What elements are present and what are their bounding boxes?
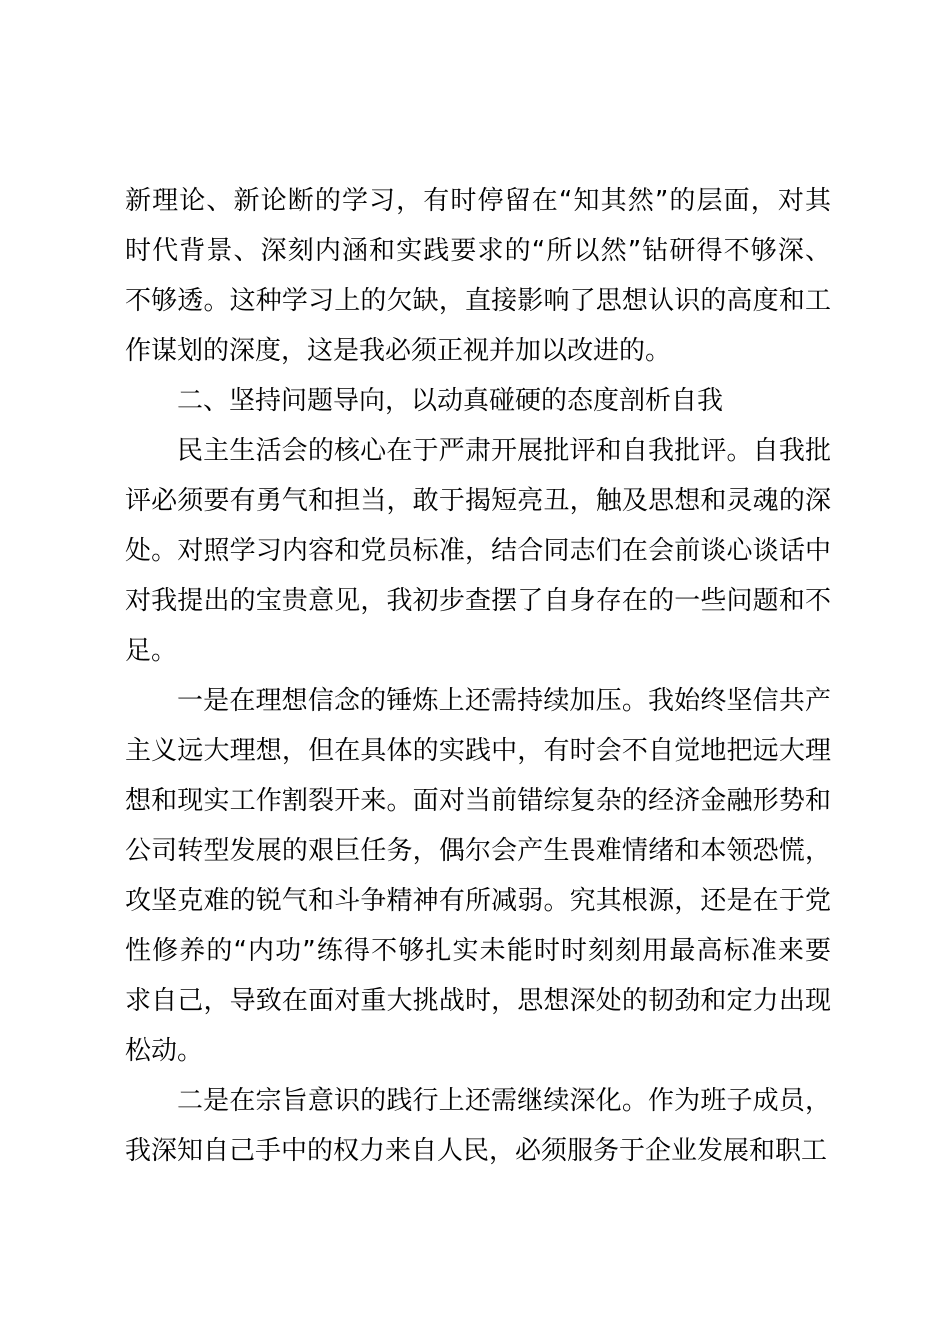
text-line: 评必须要有勇气和担当，敢于揭短亮丑，触及思想和灵魂的深 bbox=[125, 486, 831, 516]
text-line: 一是在理想信念的锤炼上还需持续加压。我始终坚信共产 bbox=[177, 686, 831, 716]
text-line: 新理论、新论断的学习，有时停留在“知其然”的层面，对其 bbox=[125, 186, 831, 216]
text-line: 时代背景、深刻内涵和实践要求的“所以然”钻研得不够深、 bbox=[125, 236, 831, 266]
text-line: 二是在宗旨意识的践行上还需继续深化。作为班子成员， bbox=[177, 1086, 831, 1116]
text-line: 想和现实工作割裂开来。面对当前错综复杂的经济金融形势和 bbox=[125, 786, 831, 816]
text-line: 攻坚克难的锐气和斗争精神有所减弱。究其根源，还是在于党 bbox=[125, 886, 831, 916]
text-line: 求自己，导致在面对重大挑战时，思想深处的韧劲和定力出现 bbox=[125, 986, 831, 1016]
text-line: 公司转型发展的艰巨任务，偶尔会产生畏难情绪和本领恐慌， bbox=[125, 836, 831, 866]
text-line: 作谋划的深度，这是我必须正视并加以改进的。 bbox=[125, 336, 672, 366]
text-line: 松动。 bbox=[125, 1036, 204, 1066]
text-line: 性修养的“内功”练得不够扎实未能时时刻刻用最高标准来要 bbox=[125, 936, 831, 966]
text-line: 处。对照学习内容和党员标准，结合同志们在会前谈心谈话中 bbox=[125, 536, 831, 566]
text-line: 足。 bbox=[125, 636, 178, 666]
document-body bbox=[125, 176, 831, 1176]
text-line: 对我提出的宝贵意见，我初步查摆了自身存在的一些问题和不 bbox=[125, 586, 831, 616]
text-line: 民主生活会的核心在于严肃开展批评和自我批评。自我批 bbox=[177, 436, 831, 466]
text-line: 不够透。这种学习上的欠缺，直接影响了思想认识的高度和工 bbox=[125, 286, 831, 316]
text-line: 主义远大理想，但在具体的实践中，有时会不自觉地把远大理 bbox=[125, 736, 831, 766]
section-heading: 二、坚持问题导向，以动真碰硬的态度剖析自我 bbox=[177, 386, 724, 416]
text-line: 我深知自己手中的权力来自人民，必须服务于企业发展和职工 bbox=[125, 1136, 828, 1166]
